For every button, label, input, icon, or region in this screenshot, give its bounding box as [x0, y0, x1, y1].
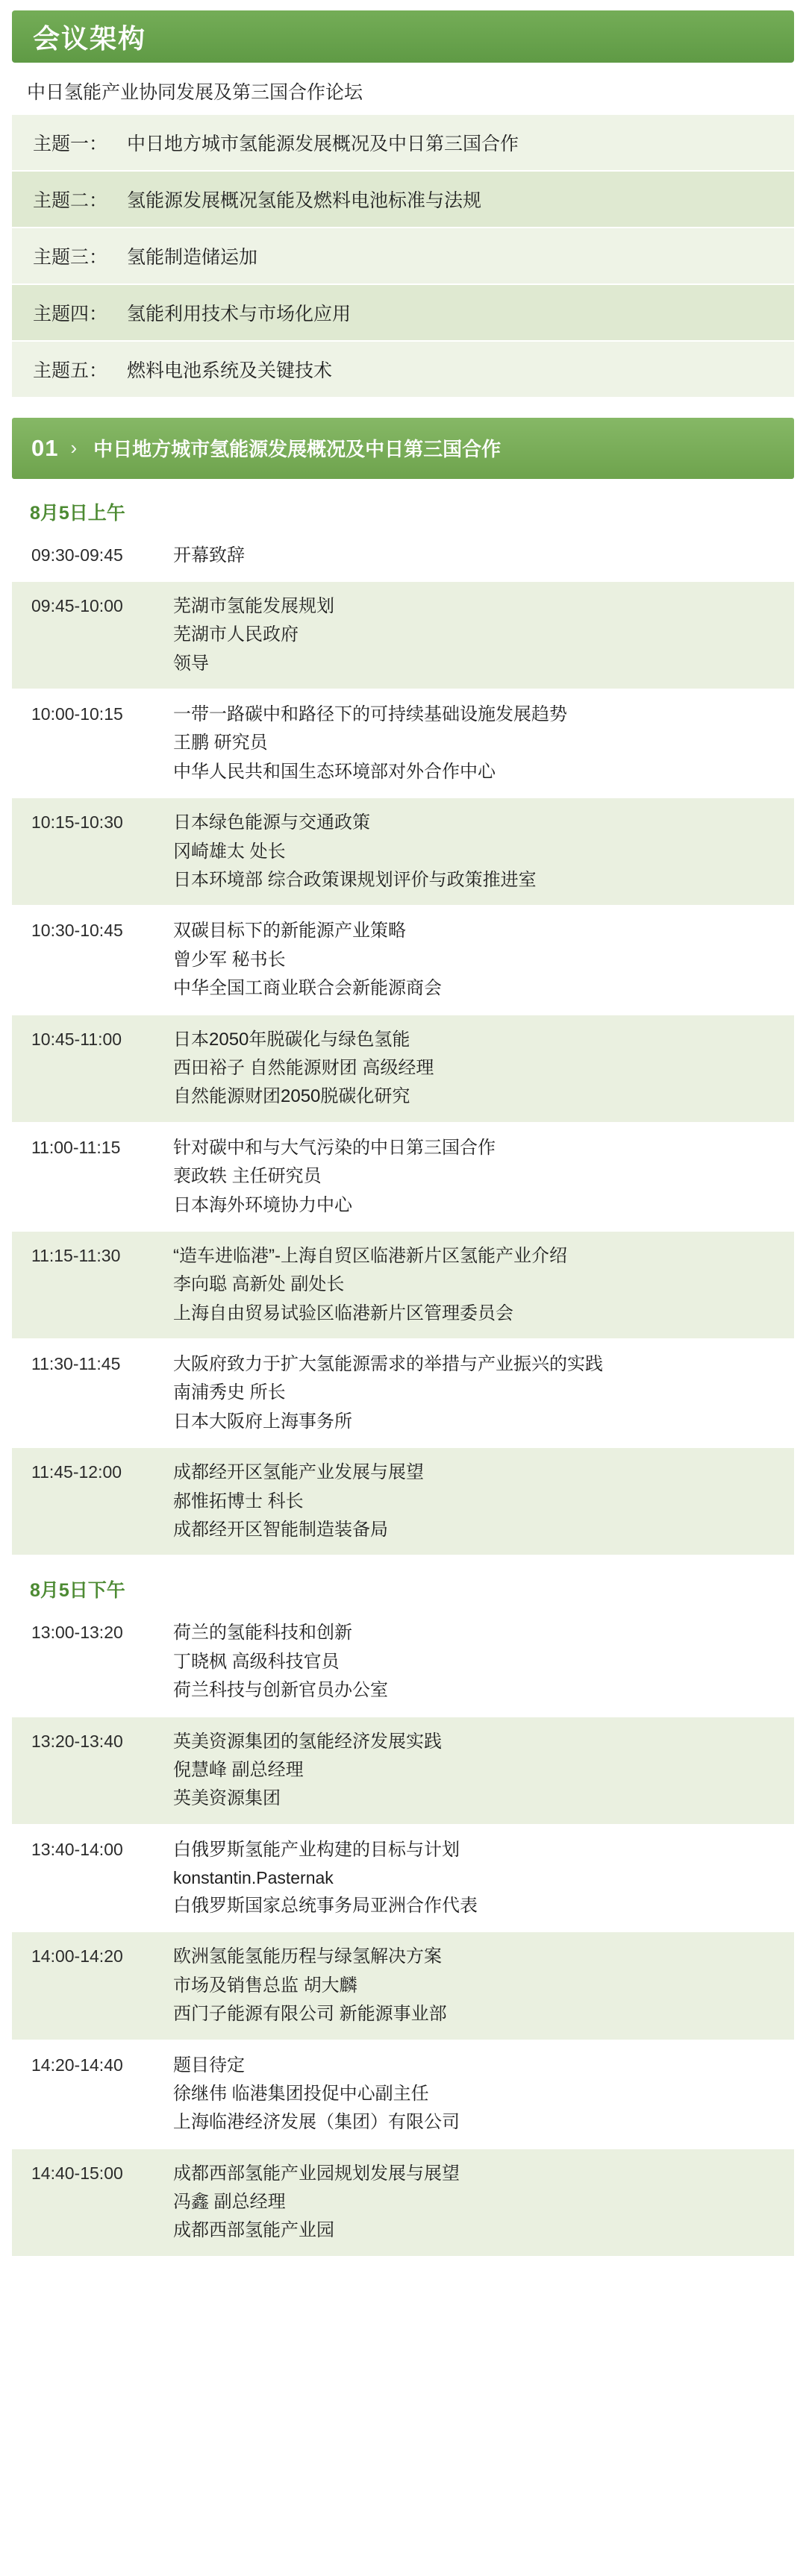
theme-label: 主题四：	[33, 303, 108, 325]
theme-row	[12, 115, 794, 172]
agenda-row	[12, 1608, 794, 1717]
agenda-row	[12, 1340, 794, 1448]
speaker-affiliation: 英美资源集团	[173, 1788, 281, 1809]
section-number: 01	[31, 434, 59, 461]
section-band	[12, 418, 794, 479]
agenda-row	[12, 2041, 794, 2149]
session-topic: 日本绿色能源与交通政策	[173, 812, 370, 833]
session-info	[173, 1728, 787, 1814]
speaker-name: 冯鑫 副总经理	[173, 2192, 286, 2213]
speaker-affiliation: 日本海外环境协力中心	[173, 1194, 352, 1215]
session-info	[173, 1134, 787, 1220]
session-time: 10:45-11:00	[31, 1029, 122, 1049]
speaker-name: 倪慧峰 副总经理	[173, 1760, 304, 1780]
session-time: 14:00-14:20	[31, 1946, 123, 1967]
page-header-bar	[12, 10, 794, 63]
theme-text: 氢能制造储运加	[127, 246, 258, 268]
session-time: 10:00-10:15	[31, 704, 123, 724]
session-time: 09:45-10:00	[31, 595, 123, 615]
agenda-table	[12, 531, 794, 1557]
session-time: 11:30-11:45	[31, 1354, 121, 1374]
session-topic: 成都经开区氢能产业发展与展望	[173, 1462, 424, 1483]
session-topic: 双碳目标下的新能源产业策略	[173, 921, 406, 941]
session-info	[173, 1242, 787, 1328]
session-info	[173, 1350, 787, 1436]
theme-row	[12, 172, 794, 228]
speaker-name: 裵政轶 主任研究员	[173, 1166, 322, 1187]
speaker-name: 芜湖市人民政府	[173, 624, 299, 645]
theme-label: 主题五：	[33, 360, 108, 381]
theme-list	[12, 115, 794, 398]
session-time: 13:40-14:00	[31, 1839, 123, 1859]
speaker-affiliation: 中华全国工商业联合会新能源商会	[173, 978, 442, 999]
session-info	[173, 809, 787, 894]
speaker-name: 曾少军 秘书长	[173, 949, 286, 970]
day-heading: 8月5日下午	[30, 1580, 125, 1602]
session-time: 14:40-15:00	[31, 2163, 123, 2183]
theme-text: 燃料电池系统及关键技术	[127, 360, 333, 381]
session-info	[173, 1836, 787, 1921]
speaker-affiliation: 成都经开区智能制造装备局	[173, 1520, 388, 1541]
speaker-affiliation: 白俄罗斯国家总统事务局亚洲合作代表	[173, 1895, 478, 1916]
session-time: 11:15-11:30	[31, 1245, 121, 1265]
session-time: 13:20-13:40	[31, 1731, 123, 1751]
speaker-name: 西田裕子 自然能源财团 高级经理	[173, 1057, 434, 1078]
speaker-name: 南浦秀史 所长	[173, 1382, 286, 1403]
session-time: 11:45-12:00	[31, 1462, 122, 1482]
session-topic: 日本2050年脱碳化与绿色氢能	[173, 1029, 410, 1050]
agenda-row	[12, 1932, 794, 2040]
speaker-affiliation: 荷兰科技与创新官员办公室	[173, 1680, 388, 1701]
speaker-name: 徐继伟 临港集团投促中心副主任	[173, 2083, 429, 2104]
theme-label: 主题一：	[33, 133, 108, 154]
speaker-affiliation: 上海自由贸易试验区临港新片区管理委员会	[173, 1303, 513, 1323]
speaker-affiliation: 领导	[173, 653, 209, 674]
speaker-affiliation: 西门子能源有限公司 新能源事业部	[173, 2004, 447, 2025]
agenda-row	[12, 690, 794, 798]
theme-row	[12, 285, 794, 342]
session-topic: 大阪府致力于扩大氢能源需求的举措与产业振兴的实践	[173, 1354, 603, 1375]
page-title: 会议架构	[33, 22, 147, 54]
theme-text: 中日地方城市氢能源发展概况及中日第三国合作	[127, 133, 519, 154]
chevron-right-icon: ›	[70, 436, 78, 459]
agenda-table	[12, 1608, 794, 2257]
speaker-name: 冈崎雄太 处长	[173, 841, 286, 862]
session-time: 13:00-13:20	[31, 1623, 123, 1643]
theme-row	[12, 228, 794, 285]
forum-subtitle: 中日氢能产业协同发展及第三国合作论坛	[27, 82, 363, 103]
speaker-affiliation: 成都西部氢能产业园	[173, 2220, 334, 2241]
session-info	[173, 1619, 787, 1705]
speaker-affiliation: 日本环境部 综合政策课规划评价与政策推进室	[173, 870, 537, 891]
speaker-name: 李向聪 高新处 副处长	[173, 1274, 345, 1295]
session-topic: 一带一路碳中和路径下的可持续基础设施发展趋势	[173, 704, 567, 725]
theme-row	[12, 342, 794, 398]
session-topic: 针对碳中和与大气污染的中日第三国合作	[173, 1137, 496, 1158]
session-info	[173, 701, 787, 786]
session-info	[173, 2052, 787, 2137]
session-info	[173, 1943, 787, 2028]
speaker-affiliation: 上海临港经济发展（集团）有限公司	[173, 2112, 460, 2133]
theme-label: 主题三：	[33, 246, 108, 268]
agenda-row	[12, 1124, 794, 1232]
session-time: 11:00-11:15	[31, 1137, 121, 1157]
speaker-affiliation: 中华人民共和国生态环境部对外合作中心	[173, 761, 496, 782]
session-topic: 英美资源集团的氢能经济发展实践	[173, 1731, 442, 1752]
session-topic: 荷兰的氢能科技和创新	[173, 1623, 352, 1643]
session-time: 10:30-10:45	[31, 921, 123, 941]
session-info	[173, 917, 787, 1003]
session-time: 14:20-14:40	[31, 2055, 123, 2075]
agenda-row	[12, 1015, 794, 1124]
agenda-row	[12, 1232, 794, 1340]
session-topic: 成都西部氢能产业园规划发展与展望	[173, 2163, 460, 2184]
document-page	[0, 10, 806, 2576]
session-topic: 开幕致辞	[173, 545, 245, 565]
session-topic: 芜湖市氢能发展规划	[173, 595, 334, 616]
session-info	[173, 542, 787, 570]
agenda-row	[12, 1826, 794, 1933]
session-topic: 题目待定	[173, 2055, 245, 2075]
agenda-row	[12, 531, 794, 582]
section-title: 中日地方城市氢能源发展概况及中日第三国合作	[93, 438, 502, 460]
session-time: 09:30-09:45	[31, 545, 123, 565]
session-info	[173, 592, 787, 678]
agenda-row	[12, 906, 794, 1015]
agenda-row	[12, 1448, 794, 1556]
theme-label: 主题二：	[33, 189, 108, 211]
speaker-affiliation: 日本大阪府上海事务所	[173, 1411, 352, 1432]
agenda-row	[12, 582, 794, 690]
speaker-name: 市场及销售总监 胡大麟	[173, 1975, 357, 1996]
session-info	[173, 1026, 787, 1112]
session-topic: 欧洲氢能氢能历程与绿氢解决方案	[173, 1946, 442, 1967]
session-topic: “造车进临港”-上海自贸区临港新片区氢能产业介绍	[173, 1245, 567, 1266]
speaker-name: 王鹏 研究员	[173, 733, 268, 753]
speaker-name: konstantin.Pasternak	[173, 1868, 334, 1888]
session-info	[173, 1458, 787, 1544]
session-info	[173, 2160, 787, 2246]
speaker-affiliation: 自然能源财团2050脱碳化研究	[173, 1086, 410, 1107]
agenda-container	[0, 498, 806, 2257]
agenda-row	[12, 798, 794, 906]
day-heading: 8月5日上午	[30, 502, 125, 524]
theme-text: 氢能源发展概况氢能及燃料电池标准与法规	[127, 189, 482, 211]
session-time: 10:15-10:30	[31, 812, 123, 833]
agenda-row	[12, 2149, 794, 2257]
agenda-row	[12, 1717, 794, 1826]
session-topic: 白俄罗斯氢能产业构建的目标与计划	[173, 1839, 460, 1860]
speaker-name: 郝惟拓博士 科长	[173, 1491, 304, 1511]
speaker-name: 丁晓枫 高级科技官员	[173, 1651, 340, 1672]
theme-text: 氢能利用技术与市场化应用	[127, 303, 352, 325]
